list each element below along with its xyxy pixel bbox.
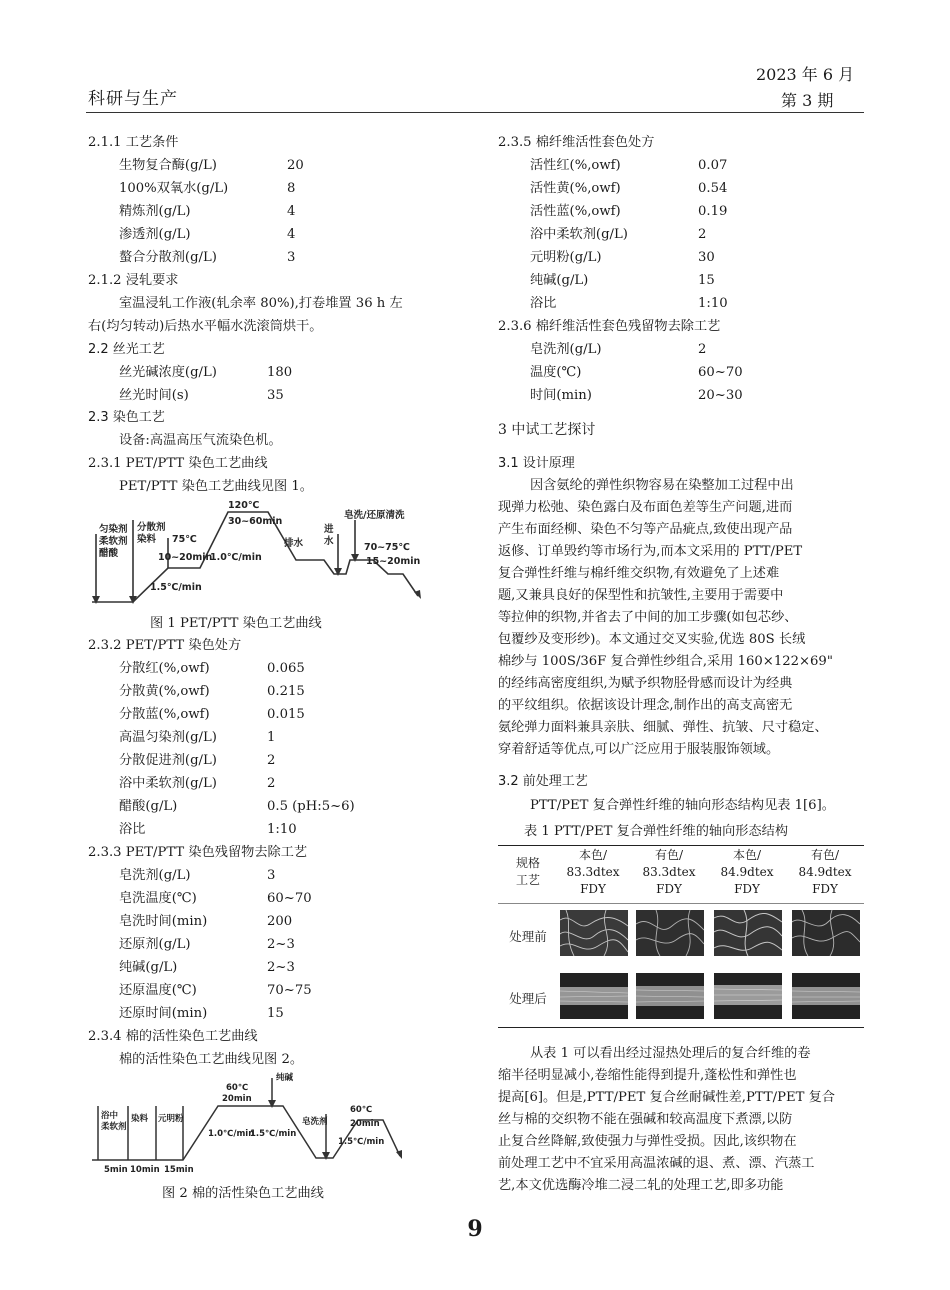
recipe-name: 醋酸(g/L) [119,799,178,814]
section-2-1-2-text: 室温浸轧工作液(轧余率 80%),打卷堆置 36 h 左 [119,296,403,311]
recipe-name: 100%双氧水(g/L) [119,181,229,196]
recipe-name: 还原温度(℃) [119,983,197,998]
body-line: 前处理工艺中不宜采用高温浓碱的退、煮、漂、汽蒸工 [498,1156,815,1171]
recipe-value: 1:10 [267,822,297,837]
fig2-label: 15min [164,1165,194,1175]
recipe-value: 20~30 [698,388,743,403]
issue-date: 2023 年 6 月 [756,65,855,84]
section-2-2-title: 2.2 丝光工艺 [88,342,165,357]
recipe-value: 70~75 [267,983,312,998]
recipe-value: 60~70 [267,891,312,906]
fiber-photo-before [560,910,628,956]
fiber-photo-after [560,973,628,1019]
fig1-label: 30~60min [228,516,283,527]
recipe-name: 还原剂(g/L) [119,937,191,952]
fig2-label: 柔软剂 [101,1122,127,1132]
body-line: 的经纬高密度组织,为赋予织物胫骨感而设计为经典 [498,676,793,691]
body-line: 等拉伸的织物,并省去了中间的加工步骤(如包芯纱、 [498,610,798,625]
table-top-rule [498,845,864,846]
fig1-label: 70~75℃ [364,542,410,553]
recipe-value: 180 [267,365,293,380]
recipe-name: 分散红(%,owf) [119,661,210,676]
page-number: 9 [467,1216,483,1242]
fig1-label: 染料 [137,534,157,545]
recipe-name: 元明粉(g/L) [530,250,602,265]
recipe-value: 0.215 [267,684,305,699]
recipe-value: 8 [287,181,296,196]
fig2-label: 纯碱 [276,1073,294,1083]
fig1-label: 进 [324,524,334,535]
recipe-value: 3 [287,250,296,265]
body-line: 产生布面经柳、染色不匀等产品疵点,致使出现产品 [498,522,793,537]
recipe-value: 1 [267,730,276,745]
section-3-2-title: 3.2 前处理工艺 [498,774,588,789]
body-line: 因含氨纶的弹性织物容易在染整加工过程中出 [530,478,794,493]
figure-1-process-curve [88,498,440,610]
figure-1-caption: 图 1 PET/PTT 染色工艺曲线 [150,616,322,631]
recipe-name: 活性蓝(%,owf) [530,204,621,219]
recipe-name: 时间(min) [530,388,592,403]
fig2-label: 20min [350,1119,380,1129]
body-line: 复合弹性纤维与棉纤维交织物,有效避免了上述难 [498,566,780,581]
fig1-label: 排水 [284,538,304,549]
recipe-value: 0.065 [267,661,305,676]
recipe-name: 螯合分散剂(g/L) [119,250,217,265]
section-2-3-6-title: 2.3.6 棉纤维活性套色残留物去除工艺 [498,319,721,334]
recipe-value: 200 [267,914,293,929]
fiber-photo-before [636,910,704,956]
recipe-value: 2 [698,342,707,357]
body-line: 的平纹组织。依据该设计理念,制作出的高支高密无 [498,698,793,713]
recipe-value: 0.07 [698,158,728,173]
section-2-1-2-title: 2.1.2 浸轧要求 [88,273,179,288]
recipe-name: 浴中柔软剂(g/L) [119,776,217,791]
fig2-label: 60℃ [226,1083,249,1093]
section-2-3-1-text: PET/PTT 染色工艺曲线见图 1。 [119,479,313,494]
fig1-label: 水 [324,536,334,547]
body-line: 题,又兼具良好的保型性和抗皱性,主要用于需要中 [498,588,784,603]
recipe-value: 0.5 (pH:5~6) [267,799,355,814]
journal-name: 科研与生产 [88,89,178,109]
body-line: 艺,本文优选酶冷堆二浸二轧的处理工艺,即多功能 [498,1178,784,1193]
recipe-name: 皂洗温度(℃) [119,891,197,906]
section-2-1-1-title: 2.1.1 工艺条件 [88,135,179,150]
recipe-value: 0.54 [698,181,728,196]
recipe-name: 皂洗剂(g/L) [530,342,602,357]
fig1-label: 1.0℃/min [210,552,262,563]
body-line: 穿着舒适等优点,可以广泛应用于服装服饰领域。 [498,742,780,757]
fig2-label: 60℃ [350,1105,373,1115]
recipe-name: 浴中柔软剂(g/L) [530,227,628,242]
body-line: 缩半径明显减小,卷缩性能得到提升,蓬松性和弹性也 [498,1068,797,1083]
body-line: 从表 1 可以看出经过湿热处理后的复合纤维的卷 [530,1046,811,1061]
fig1-label: 120℃ [228,500,260,511]
recipe-value: 60~70 [698,365,743,380]
recipe-value: 4 [287,227,296,242]
body-line: 丝与棉的交织物不能在强碱和较高温度下煮漂,以防 [498,1112,793,1127]
section-2-3-text: 设备:高温高压气流染色机。 [119,433,282,448]
recipe-value: 30 [698,250,715,265]
table-bottom-rule [498,1027,864,1028]
recipe-value: 0.19 [698,204,728,219]
fig2-label: 浴中 [101,1111,119,1121]
recipe-name: 皂洗时间(min) [119,914,208,929]
section-2-3-2-title: 2.3.2 PET/PTT 染色处方 [88,638,242,653]
recipe-name: 丝光碱浓度(g/L) [119,365,217,380]
recipe-name: 分散促进剂(g/L) [119,753,217,768]
fig2-label: 1.0℃/min [208,1129,255,1139]
table-1-caption: 表 1 PTT/PET 复合弹性纤维的轴向形态结构 [524,824,789,839]
section-2-3-4-title: 2.3.4 棉的活性染色工艺曲线 [88,1029,258,1044]
fig1-label: 皂洗/还原清洗 [344,510,405,521]
fig1-label: 10~20min [158,552,213,563]
section-2-3-3-title: 2.3.3 PET/PTT 染色残留物去除工艺 [88,845,308,860]
section-2-3-1-title: 2.3.1 PET/PTT 染色工艺曲线 [88,456,268,471]
fig2-label: 10min [130,1165,160,1175]
fig1-label: 15~20min [366,556,421,567]
recipe-value: 2~3 [267,937,295,952]
recipe-value: 20 [287,158,304,173]
recipe-value: 0.015 [267,707,305,722]
section-3-title: 3 中试工艺探讨 [498,422,596,438]
recipe-value: 3 [267,868,276,883]
recipe-value: 2 [267,753,276,768]
fig2-label: 1.5℃/min [250,1129,297,1139]
fig2-label: 5min [104,1165,128,1175]
fig1-label: 1.5℃/min [150,582,202,593]
recipe-value: 2~3 [267,960,295,975]
section-2-3-title: 2.3 染色工艺 [88,410,165,425]
recipe-value: 4 [287,204,296,219]
section-3-1-title: 3.1 设计原理 [498,456,575,471]
table-row-label: 处理前 [509,929,547,944]
recipe-value: 1:10 [698,296,728,311]
recipe-name: 分散黄(%,owf) [119,684,210,699]
body-line: 提高[6]。但是,PTT/PET 复合丝耐碱性差,PTT/PET 复合 [498,1090,835,1105]
table-col-header: 本色/ 84.9dtex FDY [720,848,774,896]
section-2-3-5-title: 2.3.5 棉纤维活性套色处方 [498,135,655,150]
recipe-name: 渗透剂(g/L) [119,227,191,242]
fig2-label: 染料 [131,1114,149,1124]
fig2-label: 元明粉 [158,1114,184,1124]
fiber-photo-after [714,973,782,1019]
recipe-value: 2 [267,776,276,791]
table-col-header: 有色/ 83.3dtex FDY [642,848,696,896]
fig1-label: 柔软剂 [99,536,128,547]
recipe-value: 15 [267,1006,284,1021]
body-line: 氨纶弹力面料兼具亲肤、细腻、弹性、抗皱、尺寸稳定、 [498,720,828,735]
recipe-name: 纯碱(g/L) [119,960,178,975]
fiber-photo-after [636,973,704,1019]
recipe-value: 15 [698,273,715,288]
body-line: 棉纱与 100S/36F 复合弹性纱组合,采用 160×122×69" [498,654,833,669]
recipe-name: 生物复合酶(g/L) [119,158,217,173]
figure-2-process-curve [88,1070,408,1180]
recipe-name: 浴比 [119,822,146,837]
fiber-photo-before [714,910,782,956]
recipe-name: 丝光时间(s) [119,388,189,403]
fig1-label: 75℃ [172,534,197,545]
section-3-2-intro: PTT/PET 复合弹性纤维的轴向形态结构见表 1[6]。 [530,798,835,813]
table-row-label: 处理后 [509,991,547,1006]
issue-number: 第 3 期 [781,91,834,110]
table-col-header: 有色/ 84.9dtex FDY [798,848,852,896]
fig2-label: 20min [222,1094,252,1104]
header-rule [86,112,864,113]
body-line: 包覆纱及变形纱)。本文通过交叉实验,优选 80S 长绒 [498,632,806,647]
section-2-3-4-text: 棉的活性染色工艺曲线见图 2。 [119,1052,304,1067]
recipe-name: 活性红(%,owf) [530,158,621,173]
recipe-name: 精炼剂(g/L) [119,204,191,219]
recipe-name: 皂洗剂(g/L) [119,868,191,883]
table-header-rule [498,903,864,904]
recipe-name: 分散蓝(%,owf) [119,707,210,722]
recipe-name: 浴比 [530,296,557,311]
fiber-photo-after [792,973,860,1019]
fig1-label: 分散剂 [137,522,166,533]
figure-2-caption: 图 2 棉的活性染色工艺曲线 [162,1186,324,1201]
fig1-label: 匀染剂 [99,524,128,535]
recipe-name: 高温匀染剂(g/L) [119,730,217,745]
fig2-label: 皂洗剂 [302,1117,328,1127]
recipe-name: 活性黄(%,owf) [530,181,621,196]
recipe-value: 35 [267,388,284,403]
recipe-name: 纯碱(g/L) [530,273,589,288]
body-line: 返修、订单毁约等市场行为,而本文采用的 PTT/PET [498,544,803,559]
table-corner: 规格 工艺 [515,856,540,887]
body-line: 现弹力松弛、染色露白及布面色差等生产问题,进而 [498,500,793,515]
recipe-value: 2 [698,227,707,242]
fig1-label: 醋酸 [99,548,119,559]
section-2-1-2-text: 右(均匀转动)后热水平幅水洗滚筒烘干。 [88,319,323,334]
table-col-header: 本色/ 83.3dtex FDY [566,848,620,896]
recipe-name: 还原时间(min) [119,1006,208,1021]
body-line: 止复合丝降解,致使强力与弹性受损。因此,该织物在 [498,1134,797,1149]
recipe-name: 温度(℃) [530,365,582,380]
fiber-photo-before [792,910,860,956]
fig2-label: 1.5℃/min [338,1137,385,1147]
